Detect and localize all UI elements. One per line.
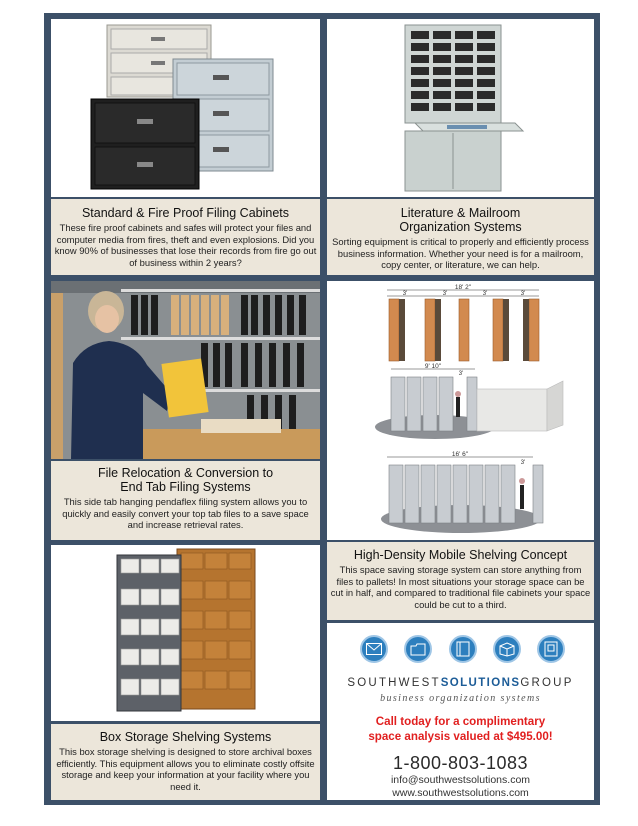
icon-row	[360, 635, 565, 663]
brand-bold: SOLUTIONS	[440, 677, 521, 689]
box-shelving-text: This box storage shelving is designed to store archival boxes efficiently. This equipment allows you to eliminate costly offsite storage and keep your information at your facility where you need it.	[56, 746, 315, 792]
file-relocation-title-line2: End Tab Filing Systems	[120, 480, 251, 494]
dim-mid-a: 3'	[458, 371, 464, 377]
dim-top-label: 18' 2"	[454, 284, 472, 291]
filing-cabinets-image	[51, 19, 320, 197]
mailroom-text: Sorting equipment is critical to properly and efficiently process business information. Whether your need is for a mailroom, copy center, or literature, we can help.	[332, 236, 589, 271]
filing-cabinets-title: Standard & Fire Proof Filing Cabinets	[81, 206, 290, 220]
brand-post: GROUP	[520, 677, 574, 689]
brand-tagline: business organization systems	[380, 693, 541, 704]
brand-pre: SOUTHWEST	[347, 677, 441, 689]
mobile-shelving-caption	[327, 542, 594, 620]
call-to-action-line2: space analysis valued at $495.00!	[368, 730, 553, 743]
mobile-shelving-diagram	[327, 281, 594, 540]
mobile-shelving-title: High-Density Mobile Shelving Concept	[353, 548, 568, 562]
dim-mid-label: 9' 10"	[424, 363, 442, 370]
document-icon	[537, 635, 565, 663]
dim-top-c: 3'	[482, 291, 488, 297]
binder-icon	[449, 635, 477, 663]
file-relocation-title-line1: File Relocation & Conversion to	[97, 466, 274, 480]
file-relocation-caption	[51, 461, 320, 540]
box-shelving-title: Box Storage Shelving Systems	[99, 730, 272, 744]
phone-number[interactable]: 1-800-803-1083	[392, 753, 529, 773]
mailroom-sorter-image	[327, 19, 594, 197]
file-relocation-text: This side tab hanging pendaflex filing system allows you to quickly and easily convert your top tab files to a save space and increase retrieval rates.	[62, 496, 309, 531]
dim-top-b: 3'	[442, 291, 448, 297]
dim-top-d: 3'	[520, 291, 526, 297]
contact-panel	[327, 623, 594, 800]
mailroom-caption	[327, 199, 594, 275]
dim-top-a: 3'	[402, 291, 408, 297]
dim-bot-label: 16' 6"	[451, 451, 469, 458]
filing-cabinets-text: These fire proof cabinets and safes will protect your files and computer media from fires, theft and even explosions. Did you know 90% of businesses that lose their records from fire go out of business within 2 years?	[54, 222, 317, 268]
mobile-shelving-text: This space saving storage system can store anything from files to pallets! In most situations your storage space can be cut in half, and compared to traditional file cabinets your space could be cut to a third.	[330, 564, 591, 610]
call-to-action-line1: Call today for a complimentary	[375, 715, 546, 728]
filing-cabinets-caption	[51, 199, 320, 275]
mailroom-title-line2: Organization Systems	[399, 220, 522, 234]
envelope-icon	[360, 635, 388, 663]
mailroom-title-line1: Literature & Mailroom	[400, 206, 521, 220]
website-link[interactable]: www.southwestsolutions.com	[392, 787, 529, 799]
box-shelving-image	[51, 545, 320, 721]
brand-logo-text	[327, 677, 594, 689]
box-shelving-caption	[51, 724, 320, 800]
dim-bot-a: 3'	[520, 460, 526, 466]
file-relocation-image	[51, 281, 320, 459]
box-icon	[493, 635, 521, 663]
email-link[interactable]: info@southwestsolutions.com	[390, 774, 531, 786]
folder-icon	[404, 635, 432, 663]
